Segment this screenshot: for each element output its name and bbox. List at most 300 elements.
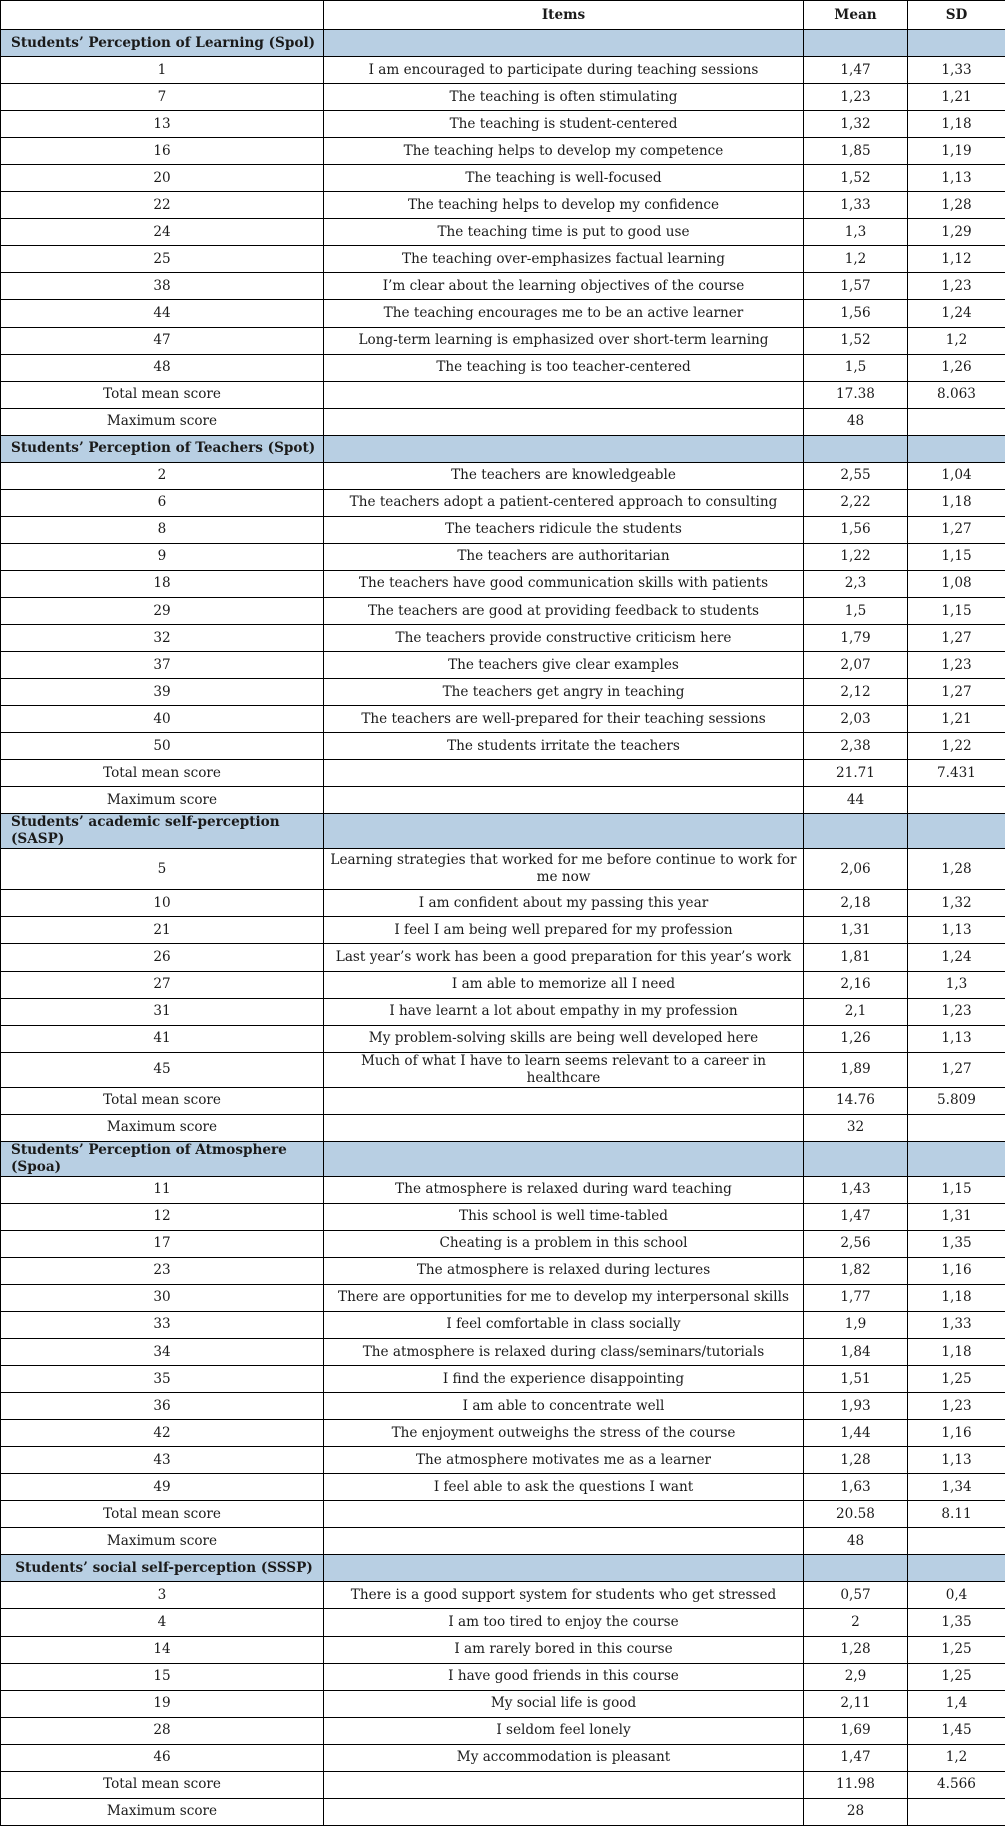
table-row [1,944,1005,971]
item-text: There is a good support system for students who get stressed [324,1582,804,1609]
table-row [1,998,1005,1025]
item-number: 32 [1,625,324,652]
item-mean: 2,16 [804,971,908,998]
item-number: 11 [1,1176,324,1203]
item-sd: 1,22 [908,733,1005,760]
section-header-empty [324,30,804,57]
item-number: 49 [1,1474,324,1501]
table-row [1,543,1005,570]
item-mean: 1,33 [804,192,908,219]
total-sd: 7.431 [908,760,1005,787]
table-row [1,300,1005,327]
section-header-empty [324,435,804,462]
item-mean: 1,82 [804,1257,908,1284]
section-header-empty [804,435,908,462]
table-row [1,1690,1005,1717]
total-row [1,1771,1005,1798]
item-number: 8 [1,516,324,543]
item-mean: 1,47 [804,1744,908,1771]
table-body [1,30,1005,1826]
table-row [1,165,1005,192]
item-text: I find the experience disappointing [324,1366,804,1393]
item-number: 44 [1,300,324,327]
item-sd: 1,27 [908,679,1005,706]
item-sd: 1,15 [908,543,1005,570]
max-label: Maximum score [1,408,324,435]
table-row [1,273,1005,300]
max-score-row [1,408,1005,435]
item-text: The teachers adopt a patient-centered approach to consulting [324,489,804,516]
item-sd: 1,21 [908,84,1005,111]
item-text: The atmosphere is relaxed during lectures [324,1257,804,1284]
item-mean: 1,3 [804,219,908,246]
item-sd: 1,23 [908,998,1005,1025]
table-row [1,246,1005,273]
item-number: 29 [1,597,324,624]
item-mean: 2,9 [804,1663,908,1690]
item-number: 20 [1,165,324,192]
item-text: The teaching is student-centered [324,111,804,138]
item-sd: 1,2 [908,327,1005,354]
item-number: 22 [1,192,324,219]
item-number: 10 [1,890,324,917]
item-sd: 1,13 [908,1025,1005,1052]
max-empty [324,1114,804,1141]
item-text: I feel able to ask the questions I want [324,1474,804,1501]
item-number: 3 [1,1582,324,1609]
item-number: 16 [1,138,324,165]
item-sd: 1,4 [908,1690,1005,1717]
item-number: 47 [1,327,324,354]
item-text: The teachers ridicule the students [324,516,804,543]
item-mean: 1,52 [804,327,908,354]
item-mean: 1,47 [804,1203,908,1230]
item-sd: 1,35 [908,1230,1005,1257]
item-text: I’m clear about the learning objectives of the course [324,273,804,300]
item-text: The teachers have good communication skills with patients [324,570,804,597]
table-row [1,57,1005,84]
item-mean: 2,06 [804,849,908,890]
table-row [1,138,1005,165]
max-label: Maximum score [1,1528,324,1555]
item-mean: 1,28 [804,1447,908,1474]
item-text: I am encouraged to participate during teaching sessions [324,57,804,84]
item-text: I am too tired to enjoy the course [324,1609,804,1636]
header-sd: SD [908,1,1005,30]
table-row [1,1366,1005,1393]
item-sd: 1,45 [908,1717,1005,1744]
item-sd: 1,15 [908,1176,1005,1203]
item-mean: 2,3 [804,570,908,597]
item-number: 33 [1,1311,324,1338]
total-mean: 17.38 [804,381,908,408]
table-row [1,354,1005,381]
item-sd: 1,25 [908,1366,1005,1393]
table-row [1,1203,1005,1230]
total-label: Total mean score [1,381,324,408]
item-text: The teachers give clear examples [324,652,804,679]
item-mean: 1,57 [804,273,908,300]
item-sd: 1,18 [908,1284,1005,1311]
max-empty [908,408,1005,435]
max-empty [324,408,804,435]
item-text: The teaching helps to develop my competence [324,138,804,165]
total-mean: 14.76 [804,1087,908,1114]
item-mean: 1,2 [804,246,908,273]
table-row [1,625,1005,652]
item-mean: 2,18 [804,890,908,917]
item-number: 38 [1,273,324,300]
item-text: Long-term learning is emphasized over short-term learning [324,327,804,354]
total-label: Total mean score [1,760,324,787]
item-mean: 1,32 [804,111,908,138]
item-text: The enjoyment outweighs the stress of the course [324,1420,804,1447]
table-row [1,1447,1005,1474]
item-sd: 1,13 [908,917,1005,944]
item-sd: 1,28 [908,192,1005,219]
item-text: The teachers provide constructive criticism here [324,625,804,652]
table-row [1,462,1005,489]
item-sd: 1,12 [908,246,1005,273]
item-sd: 1,25 [908,1636,1005,1663]
section-title: Students’ social self-perception (SSSP) [1,1555,324,1582]
item-number: 34 [1,1339,324,1366]
item-mean: 1,31 [804,917,908,944]
total-empty [324,760,804,787]
table-row [1,1176,1005,1203]
max-label: Maximum score [1,1114,324,1141]
item-number: 12 [1,1203,324,1230]
item-text: I am rarely bored in this course [324,1636,804,1663]
item-sd: 1,34 [908,1474,1005,1501]
item-number: 35 [1,1366,324,1393]
item-number: 41 [1,1025,324,1052]
item-mean: 1,89 [804,1052,908,1087]
item-mean: 2,1 [804,998,908,1025]
item-mean: 2,12 [804,679,908,706]
item-number: 42 [1,1420,324,1447]
section-header-row [1,1555,1005,1582]
item-number: 19 [1,1690,324,1717]
item-mean: 1,26 [804,1025,908,1052]
total-row [1,1087,1005,1114]
section-header-empty [908,30,1005,57]
max-empty [908,1528,1005,1555]
item-text: The teaching over-emphasizes factual learning [324,246,804,273]
total-mean: 21.71 [804,760,908,787]
item-mean: 1,79 [804,625,908,652]
max-empty [324,787,804,814]
item-mean: 1,5 [804,354,908,381]
item-number: 2 [1,462,324,489]
item-text: I have good friends in this course [324,1663,804,1690]
item-sd: 1,26 [908,354,1005,381]
section-header-empty [804,1141,908,1176]
table-row [1,84,1005,111]
item-number: 30 [1,1284,324,1311]
item-text: The teachers are knowledgeable [324,462,804,489]
item-mean: 1,56 [804,300,908,327]
item-text: I am confident about my passing this year [324,890,804,917]
max-score-row [1,787,1005,814]
item-text: Much of what I have to learn seems relevant to a career in healthcare [324,1052,804,1087]
item-text: Learning strategies that worked for me before continue to work for me now [324,849,804,890]
item-sd: 1,24 [908,944,1005,971]
item-mean: 1,51 [804,1366,908,1393]
section-header-empty [908,1555,1005,1582]
total-sd: 8.11 [908,1501,1005,1528]
total-row [1,760,1005,787]
item-sd: 1,18 [908,111,1005,138]
total-mean: 20.58 [804,1501,908,1528]
table-row [1,733,1005,760]
item-mean: 1,22 [804,543,908,570]
item-mean: 1,56 [804,516,908,543]
section-title: Students’ Perception of Atmosphere (Spoa) [1,1141,324,1176]
section-header-row [1,1141,1005,1176]
item-mean: 2,56 [804,1230,908,1257]
item-sd: 1,27 [908,516,1005,543]
table-row [1,1311,1005,1338]
item-sd: 1,23 [908,1393,1005,1420]
total-row [1,381,1005,408]
item-text: I feel I am being well prepared for my profession [324,917,804,944]
table-row [1,971,1005,998]
item-number: 23 [1,1257,324,1284]
section-header-empty [804,814,908,849]
item-sd: 1,13 [908,1447,1005,1474]
table-row [1,706,1005,733]
section-header-empty [324,1141,804,1176]
section-title: Students’ Perception of Teachers (Spot) [1,435,324,462]
item-number: 39 [1,679,324,706]
item-mean: 1,28 [804,1636,908,1663]
table-row [1,1257,1005,1284]
item-text: There are opportunities for me to develop my interpersonal skills [324,1284,804,1311]
item-text: The teaching helps to develop my confidence [324,192,804,219]
table-row [1,570,1005,597]
item-sd: 1,31 [908,1203,1005,1230]
total-empty [324,381,804,408]
item-text: Last year’s work has been a good preparation for this year’s work [324,944,804,971]
header-row [1,1,1005,30]
item-mean: 2,11 [804,1690,908,1717]
item-text: The teachers are well-prepared for their teaching sessions [324,706,804,733]
table-row [1,516,1005,543]
item-number: 37 [1,652,324,679]
item-text: The teaching is well-focused [324,165,804,192]
item-sd: 1,16 [908,1257,1005,1284]
total-sd: 4.566 [908,1771,1005,1798]
section-header-empty [804,1555,908,1582]
table-row [1,1393,1005,1420]
table-row [1,1025,1005,1052]
item-sd: 1,13 [908,165,1005,192]
max-label: Maximum score [1,1798,324,1825]
item-number: 13 [1,111,324,138]
header-items: Items [324,1,804,30]
total-empty [324,1501,804,1528]
item-number: 17 [1,1230,324,1257]
item-sd: 1,2 [908,1744,1005,1771]
item-text: My problem-solving skills are being well developed here [324,1025,804,1052]
item-number: 24 [1,219,324,246]
section-header-empty [324,814,804,849]
item-sd: 1,04 [908,462,1005,489]
table-row [1,489,1005,516]
item-number: 36 [1,1393,324,1420]
item-mean: 1,69 [804,1717,908,1744]
total-empty [324,1771,804,1798]
item-text: I am able to memorize all I need [324,971,804,998]
item-sd: 1,18 [908,489,1005,516]
item-sd: 1,08 [908,570,1005,597]
section-header-empty [804,30,908,57]
item-number: 9 [1,543,324,570]
item-number: 1 [1,57,324,84]
item-number: 28 [1,1717,324,1744]
item-mean: 1,44 [804,1420,908,1447]
item-text: I am able to concentrate well [324,1393,804,1420]
max-value: 48 [804,1528,908,1555]
item-mean: 2,22 [804,489,908,516]
item-text: The atmosphere motivates me as a learner [324,1447,804,1474]
max-score-row [1,1798,1005,1825]
max-empty [908,1114,1005,1141]
item-sd: 1,23 [908,273,1005,300]
max-value: 44 [804,787,908,814]
table-row [1,1663,1005,1690]
item-sd: 1,28 [908,849,1005,890]
item-mean: 1,43 [804,1176,908,1203]
table-row [1,1474,1005,1501]
item-number: 46 [1,1744,324,1771]
table-row [1,1052,1005,1087]
item-sd: 1,27 [908,625,1005,652]
section-header-row [1,814,1005,849]
max-score-row [1,1528,1005,1555]
item-number: 25 [1,246,324,273]
item-number: 7 [1,84,324,111]
table-row [1,597,1005,624]
item-sd: 1,35 [908,1609,1005,1636]
item-number: 45 [1,1052,324,1087]
total-row [1,1501,1005,1528]
section-header-row [1,435,1005,462]
item-sd: 1,27 [908,1052,1005,1087]
total-sd: 8.063 [908,381,1005,408]
table-row [1,1609,1005,1636]
table-row [1,917,1005,944]
table-row [1,1230,1005,1257]
item-text: The teachers get angry in teaching [324,679,804,706]
item-text: The teachers are authoritarian [324,543,804,570]
item-text: The teaching time is put to good use [324,219,804,246]
max-value: 28 [804,1798,908,1825]
item-text: My social life is good [324,1690,804,1717]
item-sd: 1,16 [908,1420,1005,1447]
table-row [1,1717,1005,1744]
max-score-row [1,1114,1005,1141]
item-sd: 1,25 [908,1663,1005,1690]
item-text: I feel comfortable in class socially [324,1311,804,1338]
table-row [1,327,1005,354]
table-row [1,1744,1005,1771]
item-text: My accommodation is pleasant [324,1744,804,1771]
item-mean: 1,47 [804,57,908,84]
table-row [1,1636,1005,1663]
table-row [1,890,1005,917]
item-sd: 1,18 [908,1339,1005,1366]
item-text: The teachers are good at providing feedback to students [324,597,804,624]
item-number: 5 [1,849,324,890]
item-text: I have learnt a lot about empathy in my profession [324,998,804,1025]
section-title: Students’ academic self-perception (SASP) [1,814,324,849]
total-mean: 11.98 [804,1771,908,1798]
max-label: Maximum score [1,787,324,814]
item-number: 18 [1,570,324,597]
table-row [1,111,1005,138]
item-text: The atmosphere is relaxed during ward teaching [324,1176,804,1203]
item-text: The teaching is too teacher-centered [324,354,804,381]
item-number: 4 [1,1609,324,1636]
item-mean: 1,84 [804,1339,908,1366]
item-text: The atmosphere is relaxed during class/seminars/tutorials [324,1339,804,1366]
table-row [1,1339,1005,1366]
item-mean: 2,03 [804,706,908,733]
total-label: Total mean score [1,1501,324,1528]
item-mean: 1,85 [804,138,908,165]
section-header-empty [324,1555,804,1582]
item-sd: 1,19 [908,138,1005,165]
item-text: The teaching encourages me to be an active learner [324,300,804,327]
section-header-empty [908,814,1005,849]
item-sd: 1,15 [908,597,1005,624]
item-sd: 1,23 [908,652,1005,679]
item-number: 43 [1,1447,324,1474]
item-sd: 1,33 [908,57,1005,84]
item-mean: 1,23 [804,84,908,111]
item-mean: 1,5 [804,597,908,624]
total-empty [324,1087,804,1114]
item-number: 21 [1,917,324,944]
item-sd: 1,21 [908,706,1005,733]
item-mean: 0,57 [804,1582,908,1609]
item-text: Cheating is a problem in this school [324,1230,804,1257]
item-number: 48 [1,354,324,381]
table-row [1,652,1005,679]
item-number: 26 [1,944,324,971]
total-sd: 5.809 [908,1087,1005,1114]
item-mean: 2 [804,1609,908,1636]
item-mean: 1,77 [804,1284,908,1311]
section-header-row [1,30,1005,57]
table-row [1,679,1005,706]
item-sd: 1,29 [908,219,1005,246]
item-mean: 1,9 [804,1311,908,1338]
table-row [1,219,1005,246]
table-row [1,192,1005,219]
item-mean: 1,52 [804,165,908,192]
item-text: The students irritate the teachers [324,733,804,760]
max-empty [324,1528,804,1555]
max-value: 48 [804,408,908,435]
item-sd: 1,33 [908,1311,1005,1338]
item-sd: 0,4 [908,1582,1005,1609]
max-value: 32 [804,1114,908,1141]
item-number: 15 [1,1663,324,1690]
max-empty [324,1798,804,1825]
